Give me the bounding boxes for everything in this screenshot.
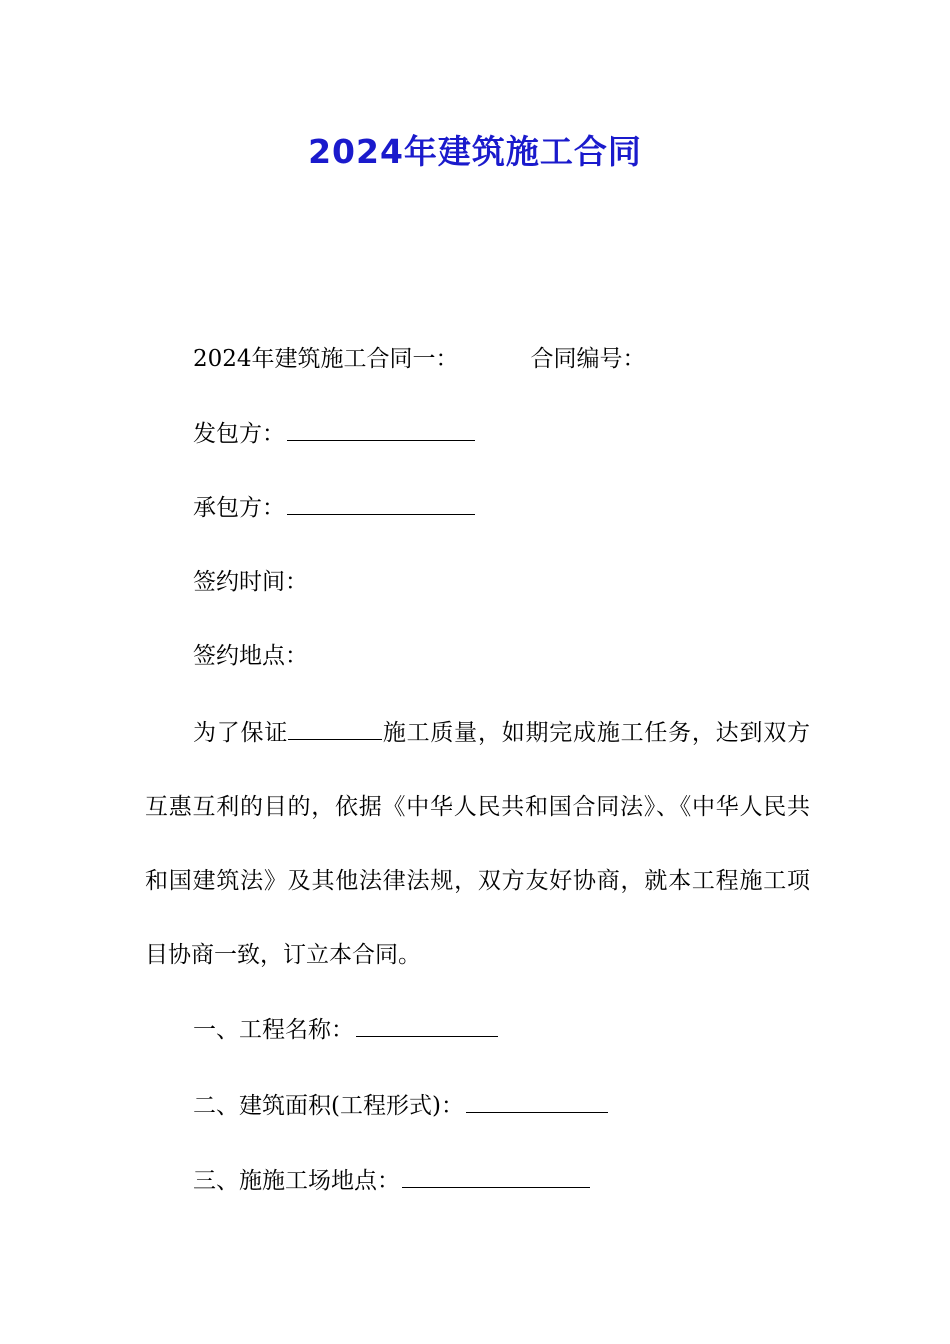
clause-3-label: 三、施施工场地点： [193, 1168, 400, 1194]
intro-paragraph [145, 696, 810, 992]
party-a-line [193, 418, 475, 450]
party-b-blank [287, 492, 475, 515]
party-a-label: 发包方： [193, 421, 285, 447]
header-line [193, 343, 646, 375]
contract-number-label: 合同编号： [530, 346, 646, 372]
sign-place-line [193, 640, 308, 672]
clause-3-line [193, 1165, 590, 1197]
clause-1-blank [356, 1014, 498, 1037]
clause-2-blank [466, 1090, 608, 1113]
paragraph-start: 为了保证 [193, 720, 289, 746]
sign-time-label: 签约时间： [193, 569, 308, 595]
project-blank [288, 717, 382, 740]
sign-time-line [193, 566, 308, 598]
clause-1-line [193, 1014, 498, 1046]
party-b-line [193, 492, 475, 524]
sign-place-label: 签约地点： [193, 643, 308, 669]
clause-2-label: 二、建筑面积(工程形式)： [193, 1093, 464, 1119]
contract-title-line: 2024年建筑施工合同一： [193, 346, 459, 372]
document-title: 2024年建筑施工合同 [308, 132, 642, 171]
party-b-label: 承包方： [193, 495, 285, 521]
clause-2-line [193, 1090, 608, 1122]
clause-1-label: 一、工程名称： [193, 1017, 354, 1043]
party-a-blank [287, 418, 475, 441]
paragraph-rest: 施工质量，如期完成施工任务，达到双方互惠互利的目的，依据《中华人民共和国合同法》、《中华人民共和国建筑法》及其他法律法规，双方友好协商，就本工程施工项目协商一致，订立本合同。 [145, 720, 811, 968]
clause-3-blank [402, 1165, 590, 1188]
